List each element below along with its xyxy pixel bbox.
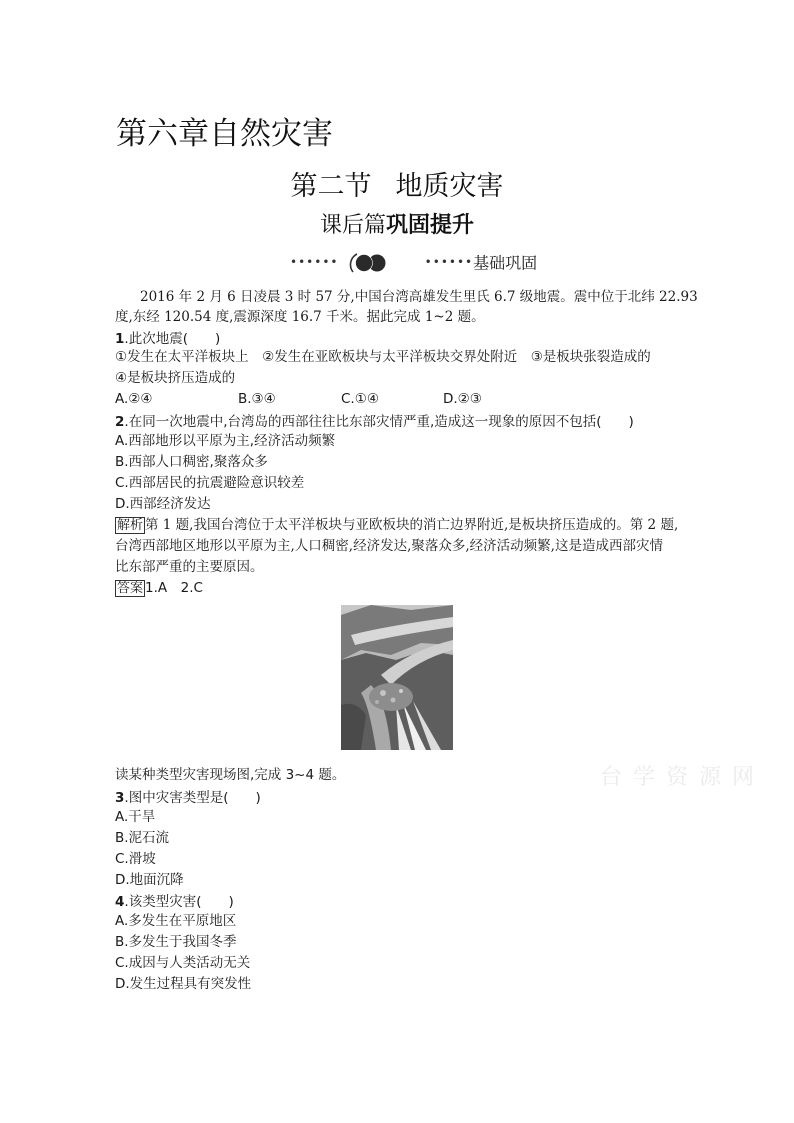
circles-icon	[348, 250, 394, 274]
answer-line	[115, 578, 203, 599]
question-1-statements-2: ④是板块挤压造成的	[115, 370, 236, 386]
question-1-option-d: D.②③	[443, 391, 482, 407]
question-4	[115, 890, 234, 910]
analysis-label: 解析	[117, 518, 144, 533]
question-3-option-a: A.干旱	[115, 809, 156, 825]
question-3-stem: .图中灾害类型是( )	[124, 790, 261, 806]
question-3-number: 3	[115, 790, 125, 806]
analysis-line-2: 台湾西部地区地形以平原为主,人口稠密,经济发达,聚落众多,经济活动频繁,这是造成西部灾情	[115, 538, 663, 554]
section-title: 地质灾害	[395, 171, 504, 202]
figure-intro: 读某种类型灾害现场图,完成 3~4 题。	[115, 767, 346, 783]
question-2-option-a: A.西部地形以平原为主,经济活动频繁	[115, 433, 336, 449]
dots-right: ••••••	[424, 255, 474, 269]
section-heading	[0, 164, 794, 203]
question-1-option-a: A.②④	[115, 391, 153, 407]
question-3-option-d: D.地面沉降	[115, 872, 184, 888]
answer-label: 答案	[117, 581, 144, 596]
question-1-option-b: B.③④	[238, 391, 276, 407]
intro-line-2: 度,东经 120.54 度,震源深度 16.7 千米。据此完成 1~2 题。	[115, 309, 485, 325]
question-1-number: 1	[115, 331, 125, 347]
section-number: 第二节	[290, 171, 372, 202]
question-2-number: 2	[115, 414, 125, 430]
question-2-option-b: B.西部人口稠密,聚落众多	[115, 454, 268, 470]
subtitle-bold: 巩固提升	[386, 213, 475, 238]
question-4-option-b: B.多发生于我国冬季	[115, 934, 237, 950]
question-4-option-a: A.多发生在平原地区	[115, 913, 237, 929]
question-2-option-d: D.西部经济发达	[115, 496, 211, 512]
question-3	[115, 786, 261, 806]
subtitle	[0, 208, 794, 239]
question-1	[115, 327, 220, 347]
question-1-statements-1: ①发生在太平洋板块上 ②发生在亚欧板块与太平洋板块交界处附近 ③是板块张裂造成的	[115, 349, 651, 365]
analysis-text-1: 第 1 题,我国台湾位于太平洋板块与亚欧板块的消亡边界附近,是板块挤压造成的。第 2 题,	[145, 517, 679, 533]
question-2-stem: .在同一次地震中,台湾岛的西部往往比东部灾情严重,造成这一现象的原因不包括( )	[124, 414, 634, 430]
section-divider	[290, 250, 537, 274]
question-4-option-d: D.发生过程具有突发性	[115, 976, 252, 992]
chapter-title: 第六章自然灾害	[116, 116, 333, 152]
question-1-option-c: C.①④	[341, 391, 379, 407]
deco-label: 基础巩固	[473, 253, 538, 273]
question-3-option-b: B.泥石流	[115, 830, 170, 846]
answer-text: 1.A 2.C	[145, 580, 203, 596]
dots-left: ••••••	[290, 255, 339, 269]
question-1-stem: .此次地震( )	[124, 331, 221, 347]
watermark: 台 学 资 源 网	[600, 765, 756, 790]
question-4-stem: .该类型灾害( )	[124, 894, 234, 910]
analysis-line-3: 比东部严重的主要原因。	[115, 559, 264, 575]
landslide-photo	[341, 605, 453, 750]
question-4-number: 4	[115, 894, 125, 910]
analysis-line-1	[115, 515, 678, 536]
intro-line-1: 2016 年 2 月 6 日凌晨 3 时 57 分,中国台湾高雄发生里氏 6.7 级地震。震中位于北纬 22.93	[140, 289, 698, 305]
question-2-option-c: C.西部居民的抗震避险意识较差	[115, 475, 305, 491]
subtitle-prefix: 课后篇	[319, 213, 386, 238]
landslide-image	[341, 605, 453, 750]
question-3-option-c: C.滑坡	[115, 851, 156, 867]
question-2	[115, 410, 634, 430]
question-4-option-c: C.成因与人类活动无关	[115, 955, 251, 971]
